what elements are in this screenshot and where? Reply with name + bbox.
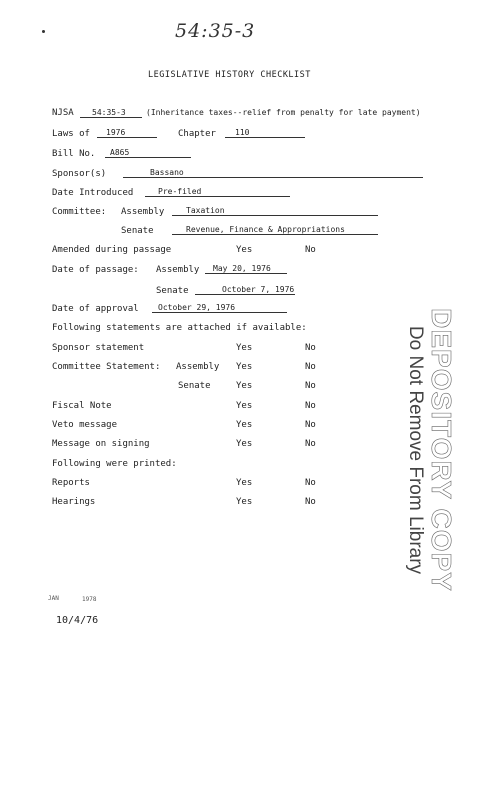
date-introduced-label: Date Introduced [52, 188, 134, 198]
sponsor-value: Bassano [150, 168, 184, 177]
depository-stamp [395, 308, 465, 592]
amended-no: No [305, 245, 316, 255]
njsa-underline [80, 117, 142, 118]
fiscal-note-label: Fiscal Note [52, 401, 112, 411]
chapter-value: 110 [235, 128, 250, 137]
signing-message-no: No [305, 439, 316, 449]
committee-statement-assembly: Assembly [176, 362, 220, 372]
veto-message-no: No [305, 420, 316, 430]
njsa-description: (Inheritance taxes--relief from penalty for late payment) [146, 108, 421, 117]
reports-no: No [305, 478, 316, 488]
hearings-yes: Yes [236, 497, 253, 507]
njsa-label: NJSA [52, 108, 74, 118]
committee-label: Committee: [52, 207, 107, 217]
bill-underline [105, 157, 191, 158]
sponsor-statement-yes: Yes [236, 343, 253, 353]
veto-message-label: Veto message [52, 420, 118, 430]
sponsor-statement-no: No [305, 343, 316, 353]
committee-senate-yes: Yes [236, 381, 253, 391]
committee-assembly-no: No [305, 362, 316, 372]
njsa-value: 54:35-3 [92, 108, 126, 117]
hearings-no: No [305, 497, 316, 507]
passage-assembly-value: May 20, 1976 [213, 264, 271, 273]
sponsor-underline [123, 177, 423, 178]
signing-message-yes: Yes [236, 439, 253, 449]
fiscal-note-no: No [305, 401, 316, 411]
passage-senate-label: Senate [156, 286, 189, 296]
approval-label: Date of approval [52, 304, 139, 314]
laws-underline [97, 137, 157, 138]
attached-statement-heading: Following statements are attached if available: [52, 323, 307, 333]
bill-label: Bill No. [52, 149, 96, 159]
reports-label: Reports [52, 478, 90, 488]
chapter-underline [225, 137, 305, 138]
bill-value: A865 [110, 148, 130, 157]
sponsor-label: Sponsor(s) [52, 169, 107, 179]
assembly-committee-underline [172, 215, 378, 216]
committee-assembly-yes: Yes [236, 362, 253, 372]
printed-heading: Following were printed: [52, 459, 177, 469]
passage-senate-underline [195, 294, 295, 295]
assembly-committee-value: Taxation [186, 206, 225, 215]
committee-statement-senate: Senate [178, 381, 211, 391]
veto-message-yes: Yes [236, 420, 253, 430]
stamp-line-depository: DEPOSITORY COPY [426, 308, 457, 592]
laws-value: 1976 [106, 128, 126, 137]
footer-date: 10/4/76 [56, 615, 99, 626]
laws-label: Laws of [52, 129, 90, 139]
received-stamp-month: JAN [48, 595, 59, 602]
passage-label: Date of passage: [52, 265, 139, 275]
approval-value: October 29, 1976 [158, 303, 236, 312]
received-stamp-year: 1978 [82, 596, 97, 603]
date-introduced-underline [145, 196, 290, 197]
signing-message-label: Message on signing [52, 439, 150, 449]
senate-committee-value: Revenue, Finance & Appropriations [186, 225, 345, 234]
stamp-line-do-not-remove: Do Not Remove From Library [405, 325, 426, 575]
approval-underline [152, 312, 287, 313]
handwritten-reference: 54:35-3 [175, 20, 256, 42]
document-title: LEGISLATIVE HISTORY CHECKLIST [148, 70, 311, 80]
date-introduced-value: Pre-filed [158, 187, 202, 196]
assembly-label: Assembly [121, 207, 165, 217]
passage-senate-value: October 7, 1976 [222, 285, 295, 294]
amended-yes: Yes [236, 245, 253, 255]
committee-statement-label: Committee Statement: [52, 362, 161, 372]
sponsor-statement-label: Sponsor statement [52, 343, 145, 353]
amended-label: Amended during passage [52, 245, 172, 255]
reports-yes: Yes [236, 478, 253, 488]
senate-label: Senate [121, 226, 154, 236]
chapter-label: Chapter [178, 129, 216, 139]
committee-senate-no: No [305, 381, 316, 391]
passage-assembly-label: Assembly [156, 265, 200, 275]
stray-mark [42, 30, 45, 33]
senate-committee-underline [172, 234, 378, 235]
hearings-label: Hearings [52, 497, 96, 507]
passage-assembly-underline [205, 273, 287, 274]
fiscal-note-yes: Yes [236, 401, 253, 411]
